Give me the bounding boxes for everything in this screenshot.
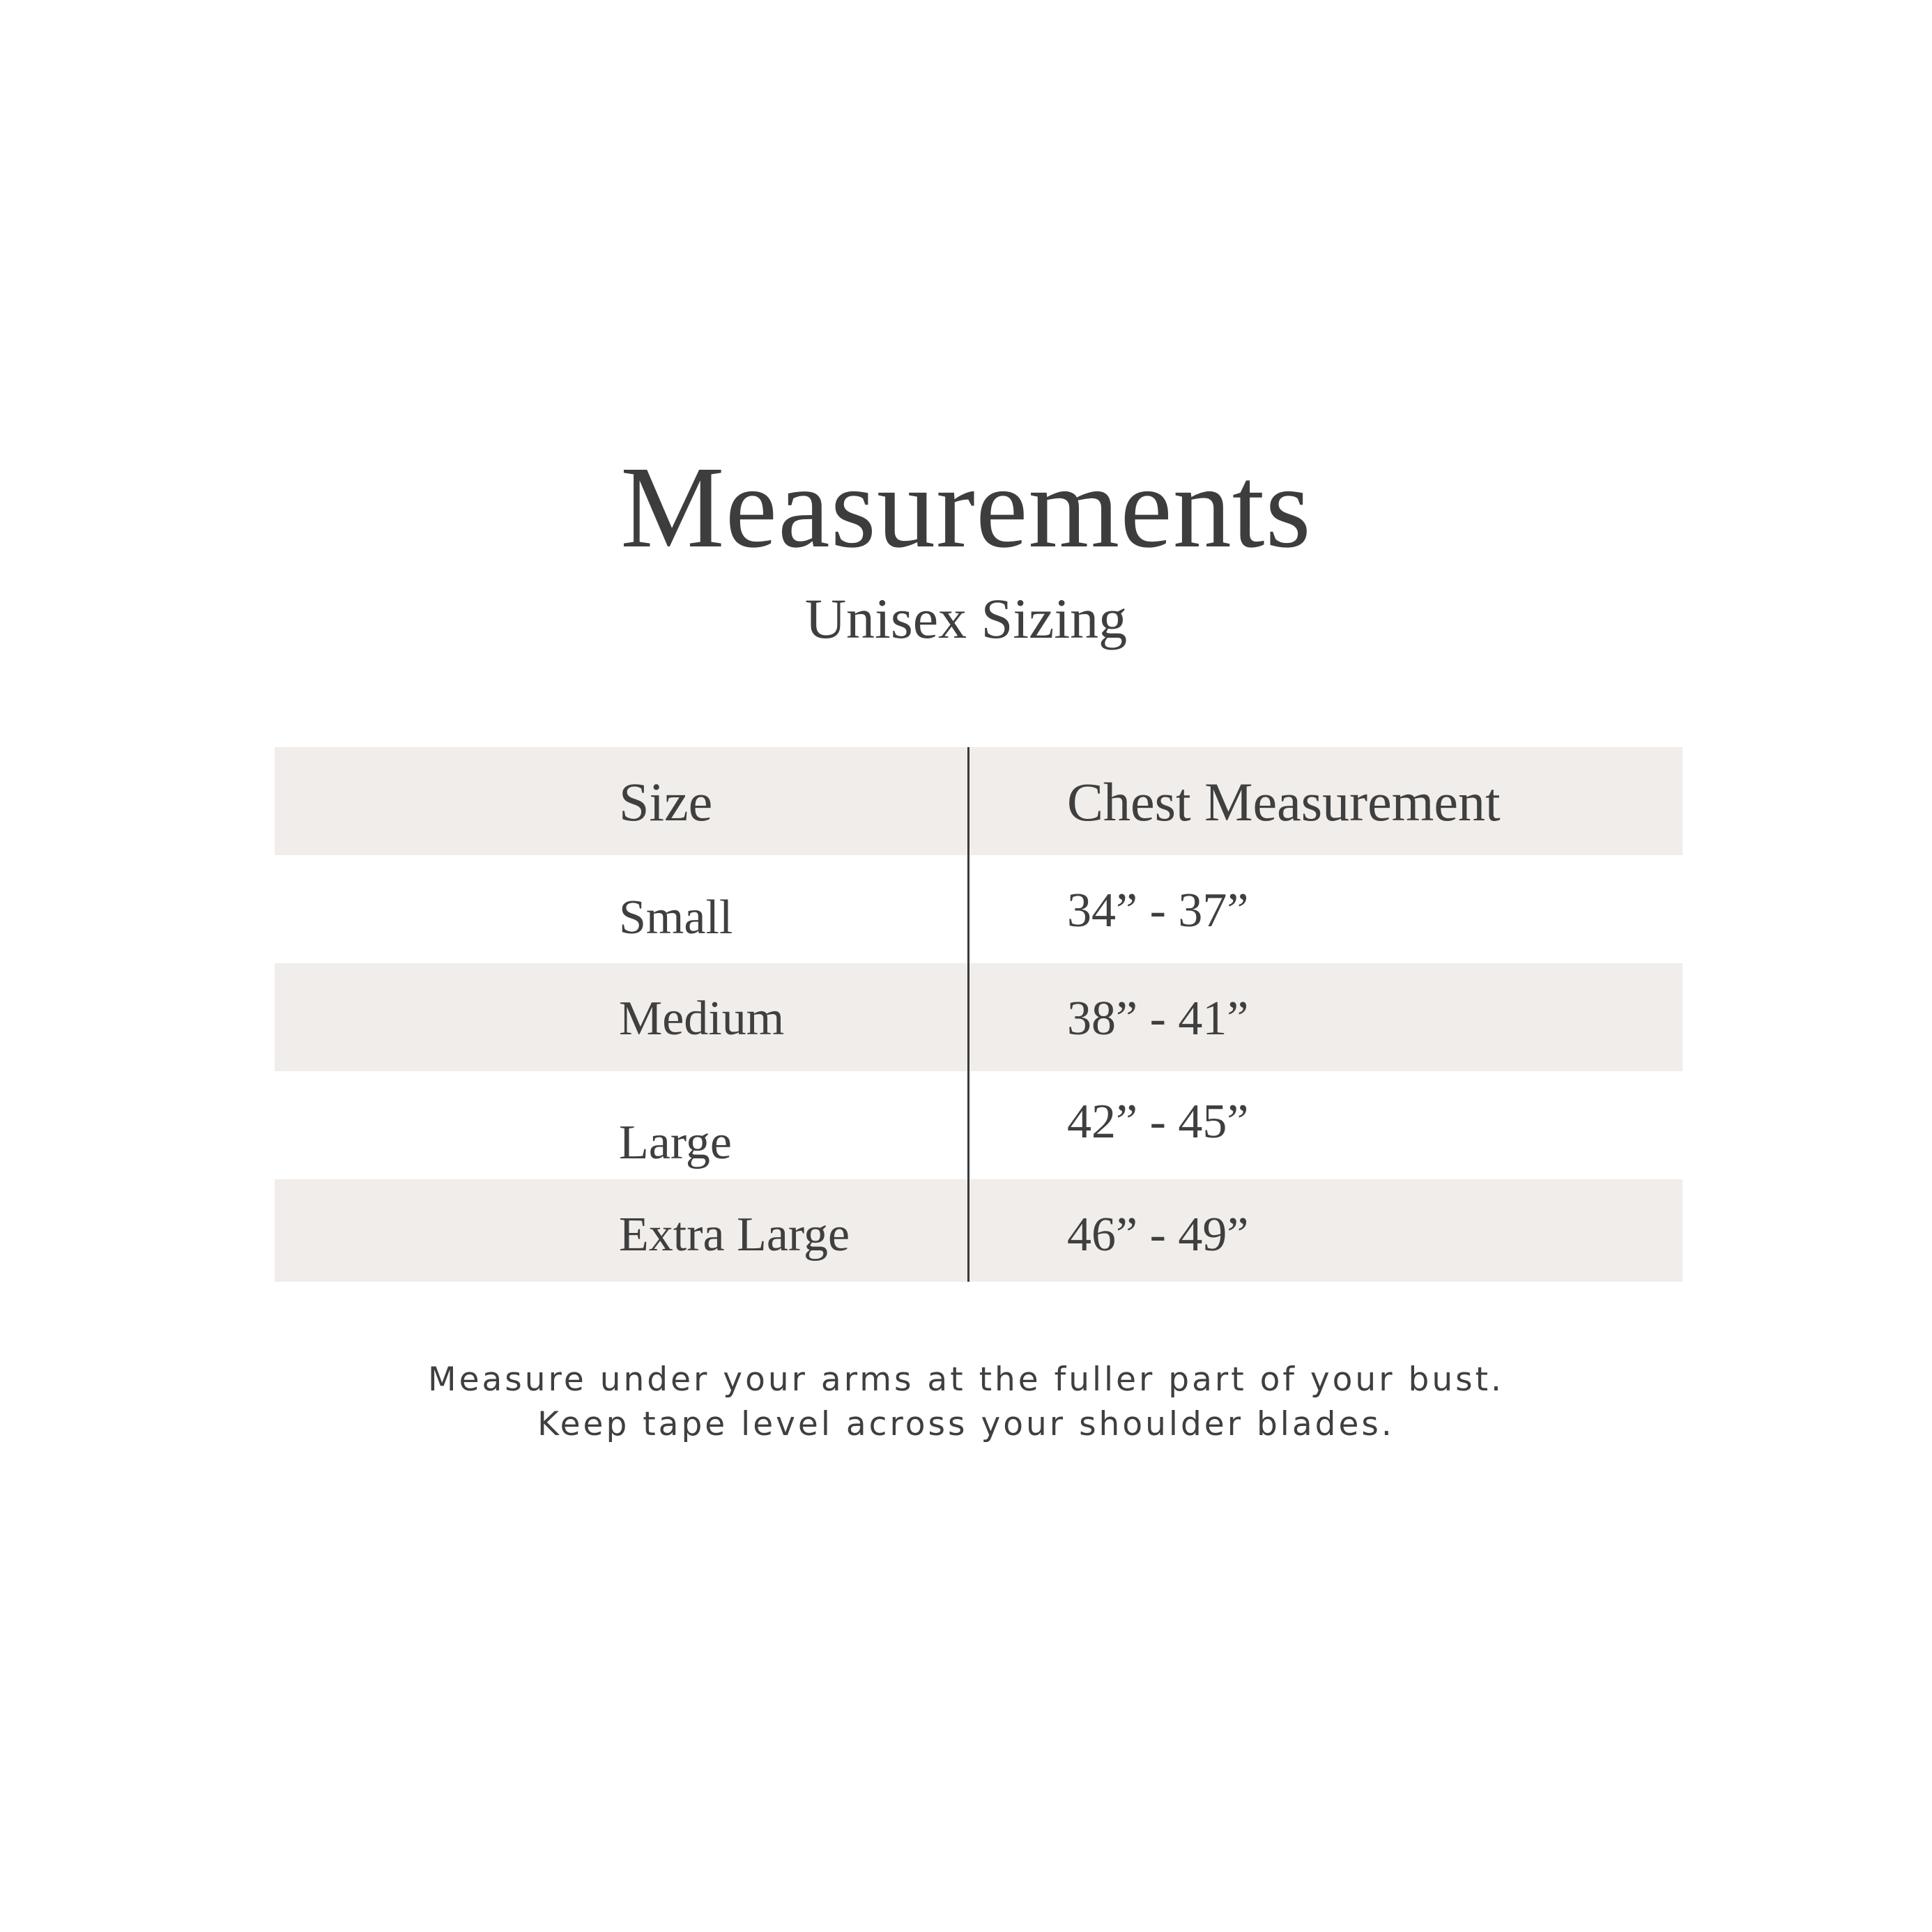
chest-cell: 46” - 49” — [1067, 1208, 1249, 1262]
page-subtitle: Unisex Sizing — [804, 587, 1128, 650]
column-divider — [967, 747, 969, 1282]
page-title: Measurements — [620, 443, 1312, 572]
table-row — [275, 963, 1682, 1071]
chest-cell: 34” - 37” — [1067, 884, 1249, 937]
header-size: Size — [619, 772, 713, 832]
measurement-note-line-1: Measure under your arms at the fuller part of your bust. — [428, 1360, 1504, 1399]
table-row — [275, 1071, 1682, 1179]
size-chart-table — [275, 747, 1682, 1282]
chest-cell: 38” - 41” — [1067, 992, 1249, 1045]
size-cell: Large — [619, 1116, 732, 1170]
table-row — [275, 855, 1682, 963]
table-row — [275, 1179, 1682, 1282]
chest-cell: 42” - 45” — [1067, 1095, 1249, 1149]
size-cell: Medium — [619, 992, 785, 1045]
header-chest-measurement: Chest Measurement — [1067, 772, 1501, 832]
size-cell: Small — [619, 891, 733, 944]
table-header-row — [275, 747, 1682, 855]
size-cell: Extra Large — [619, 1208, 850, 1262]
measurement-note-line-2: Keep tape level across your shoulder blades. — [537, 1405, 1395, 1443]
